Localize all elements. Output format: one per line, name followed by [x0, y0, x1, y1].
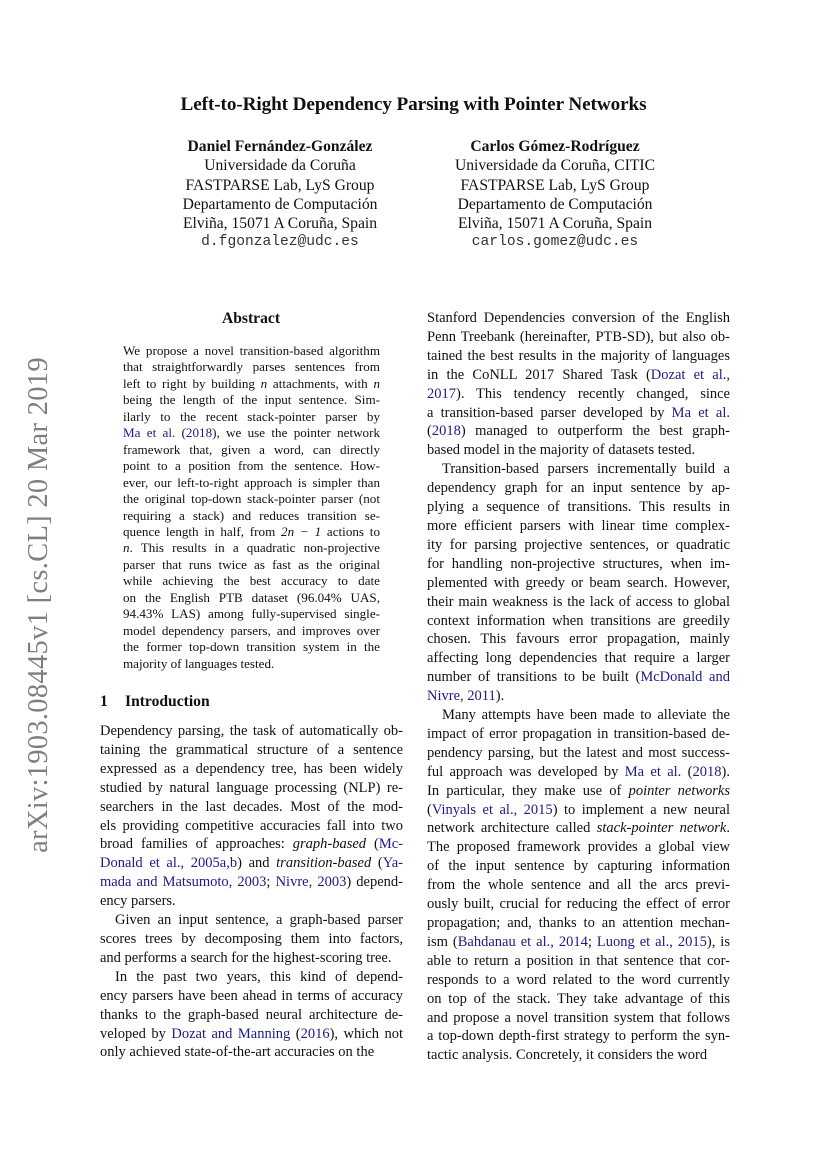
citation-link[interactable]: Nivre, 2011: [427, 688, 496, 705]
text-line: Nivre, 2011).: [427, 688, 505, 705]
text-line: Many attempts have been made to alleviate the: [442, 707, 730, 724]
text-line: able to return a position in that sentence that cor-: [427, 952, 730, 969]
author-affiliation: FASTPARSE Lab, LyS Group: [460, 176, 650, 194]
math-inline: 2n − 1: [281, 523, 322, 539]
citation-link[interactable]: Dozat et al.,: [650, 366, 730, 383]
arxiv-stamp: [14, 357, 64, 853]
text-line: context information when transitions are greedily: [427, 612, 730, 629]
text-line: ity for parsing projective sentences, or quadratic: [427, 536, 730, 553]
emphasized-term: transition-based: [276, 855, 372, 872]
paragraph: [427, 309, 730, 460]
text-line: n. This results in a quadratic non-projective: [123, 540, 380, 556]
text-line: from the whole sentence and all the arcs previ-: [427, 877, 730, 894]
text-line: impact of error propagation in transition-based de-: [427, 725, 730, 742]
text-line: framework that, given a word, can directly: [123, 441, 380, 457]
emphasized-term: pointer networks: [628, 782, 730, 799]
citation-link[interactable]: Vinyals et al., 2015: [431, 801, 553, 818]
text-line: dependency graph for an input sentence by ap-: [427, 480, 730, 497]
text-line: the former top-down transition system in the: [123, 639, 380, 655]
text-line: and performs a search for the highest-scoring tree.: [100, 949, 392, 966]
text-line: propagation; and, thanks to an attention mechan-: [427, 915, 730, 931]
text-line: a top-down depth-first strategy to perform the syn-: [427, 1028, 730, 1045]
paragraph: [427, 460, 730, 706]
text-line: model dependency parsers, and improves over: [123, 622, 380, 638]
text-line: responds to a word related to the word currently: [427, 971, 730, 988]
text-line: only achieved state-of-the-art accuracies on the: [100, 1044, 375, 1061]
paragraph: [100, 968, 403, 1063]
right-column-body: [427, 309, 730, 1065]
text-line: In the past two years, this kind of depend-: [115, 968, 403, 985]
math-inline: n: [260, 375, 268, 391]
citation-link[interactable]: Ya-: [382, 855, 403, 872]
citation-link[interactable]: 2018: [185, 425, 213, 441]
text-line: more efficient parsers with linear time complex-: [427, 517, 730, 534]
text-line: number of transitions to be built (McDonald and: [427, 669, 730, 686]
citation-link[interactable]: 2016: [300, 1025, 330, 1042]
text-line: Donald et al., 2005a,b) and transition-based (Ya-: [100, 855, 403, 872]
text-line: the original top-down stack-pointer parser (not: [123, 491, 380, 507]
emphasized-term: stack-pointer network: [596, 820, 727, 837]
citation-link[interactable]: Ma et al.: [123, 425, 176, 441]
author-affiliation: Elviña, 15071 A Coruña, Spain: [457, 215, 653, 233]
text-line: Penn Treebank (hereinafter, PTB-SD), but also ob-: [427, 328, 730, 345]
author-name: Carlos Gómez-Rodríguez: [470, 138, 640, 155]
text-line: left to right by building n attachments, with n: [123, 375, 380, 391]
text-line: broad families of approaches: graph-based (Mc-: [100, 836, 403, 853]
text-line: plying a sequence of transitions. This results in: [427, 499, 730, 516]
text-line: plemented with greedy or beam search. However,: [427, 574, 730, 591]
text-line: ism (Bahdanau et al., 2014; Luong et al., 2015), is: [427, 933, 730, 950]
text-line: a transition-based parser developed by Ma et al.: [427, 404, 730, 421]
citation-link[interactable]: McDonald and: [640, 669, 730, 686]
text-line: Ma et al. (2018), we use the pointer network: [123, 425, 380, 441]
text-line: taining the grammatical structure of a sentence: [100, 741, 403, 758]
text-line: 94.43% LAS) among fully-supervised single-: [123, 606, 380, 622]
text-line: We propose a novel transition-based algorithm: [123, 343, 380, 358]
citation-link[interactable]: Mc-: [378, 836, 403, 853]
text-line: on top of the stack. They take advantage of this: [427, 990, 730, 1007]
text-line: affecting long dependencies that require a larger: [427, 650, 730, 667]
author-affiliation: Departamento de Computación: [457, 195, 653, 213]
text-line: parser that runs twice as fast as the original: [123, 556, 380, 572]
text-line: their main weakness is the lack of access to global: [427, 593, 730, 610]
text-line: Stanford Dependencies conversion of the English: [427, 310, 730, 326]
text-line: while achieving the best accuracy to date: [123, 573, 380, 589]
text-line: majority of languages tested.: [123, 655, 275, 671]
text-line: and propose a novel transition system that follows: [427, 1009, 730, 1026]
abstract-heading: Abstract: [221, 310, 281, 327]
text-line: thanks to the graph-based neural architecture de-: [100, 1006, 403, 1023]
text-line: ful approach was developed by Ma et al. (2018).: [427, 763, 730, 780]
text-line: based model in the majority of datasets tested.: [427, 442, 696, 459]
author-name: Daniel Fernández-González: [187, 138, 373, 155]
author-affiliation: FASTPARSE Lab, LyS Group: [185, 176, 375, 194]
citation-link[interactable]: 2018: [692, 763, 722, 780]
text-line: tactic analysis. Concretely, it considers the word: [427, 1047, 708, 1064]
section-number: 1: [100, 693, 108, 710]
citation-link[interactable]: Ma et al.: [624, 763, 682, 780]
paper-title: Left-to-Right Dependency Parsing with Pointer Networks: [180, 94, 647, 115]
text-line: that straightforwardly parses sentences from: [123, 359, 380, 375]
text-line: pendency parsing, but the latest and most success-: [427, 744, 730, 761]
text-line: Given an input sentence, a graph-based parser: [115, 912, 403, 929]
section-heading: [100, 693, 210, 711]
paragraph: [100, 911, 403, 968]
text-line: searchers in the last decades. Most of the mod-: [100, 798, 403, 815]
math-inline: n: [373, 375, 380, 391]
text-line: Dependency parsing, the task of automatically ob-: [100, 723, 403, 739]
text-line: studied by natural language processing (NLP) re-: [100, 779, 403, 796]
text-line: for handling non-projective structures, when im-: [427, 555, 730, 572]
text-line: of the input sentence by capturing information: [427, 858, 730, 875]
text-line: quence length in half, from 2n − 1 actions to: [123, 523, 380, 539]
author-affiliation: Universidade da Coruña, CITIC: [454, 157, 656, 175]
author-block-2: [430, 137, 680, 253]
text-line: (2018) managed to outperform the best graph-: [427, 423, 730, 440]
text-line: in the CoNLL 2017 Shared Task (Dozat et al.,: [427, 366, 730, 383]
citation-link[interactable]: Dozat and Manning: [171, 1025, 291, 1042]
text-line: chosen. This favours error propagation, mainly: [427, 631, 730, 648]
text-line: point to a position from the sentence. How-: [123, 458, 380, 474]
text-line: on the English PTB dataset (96.04% UAS,: [123, 589, 380, 605]
text-line: els providing competitive accuracies fall into two: [100, 817, 403, 834]
author-affiliation: Elviña, 15071 A Coruña, Spain: [182, 215, 378, 233]
text-line: 2017). This tendency recently changed, since: [427, 385, 730, 402]
citation-link[interactable]: Donald et al., 2005a,b: [100, 855, 238, 872]
text-line: mada and Matsumoto, 2003; Nivre, 2003) depend-: [100, 874, 404, 891]
abstract-body: [123, 343, 380, 672]
text-line: ency parsers.: [100, 893, 176, 910]
citation-link[interactable]: Bahdanau et al., 2014: [457, 933, 588, 950]
citation-link[interactable]: Luong et al., 2015: [596, 933, 707, 950]
text-line: ever, our left-to-right approach is simpler than: [123, 474, 380, 490]
emphasized-term: graph-based: [292, 836, 367, 853]
text-line: veloped by Dozat and Manning (2016), which not: [100, 1025, 403, 1042]
author-affiliation: Departamento de Computación: [182, 195, 378, 213]
citation-link[interactable]: mada and Matsumoto, 2003: [100, 874, 267, 891]
paragraph: [427, 706, 730, 1065]
text-line: Transition-based parsers incrementally build a: [442, 461, 730, 478]
citation-link[interactable]: 2017: [427, 385, 456, 402]
text-line: ency parsers have been ahead in terms of accuracy: [100, 987, 403, 1004]
citation-link[interactable]: 2018: [431, 423, 461, 440]
text-line: scores trees by decomposing them into factors,: [100, 930, 403, 947]
section-title: Introduction: [125, 693, 210, 710]
text-line: network architecture called stack-pointer network.: [427, 820, 730, 837]
text-line: requiring a stack) and reduces transition se-: [123, 507, 380, 523]
citation-link[interactable]: Ma et al.: [671, 404, 730, 421]
text-line: In particular, they make use of pointer networks: [427, 782, 730, 799]
text-line: being the length of the input sentence. Sim-: [123, 392, 380, 408]
left-column-body: [100, 722, 403, 1062]
arxiv-stamp-text: arXiv:1903.08445v1 [cs.CL] 20 Mar 2019: [23, 357, 54, 853]
text-line: tained the best results in the majority of languages: [427, 347, 730, 364]
math-inline: n: [123, 540, 130, 556]
author-affiliation: Universidade da Coruña: [204, 157, 356, 175]
citation-link[interactable]: Nivre, 2003: [275, 874, 347, 891]
author-email[interactable]: d.fgonzalez@udc.es: [201, 234, 359, 251]
author-email[interactable]: carlos.gomez@udc.es: [471, 234, 639, 251]
text-line: (Vinyals et al., 2015) to implement a new neural: [427, 801, 730, 818]
text-line: expressed as a dependency tree, has been widely: [100, 760, 403, 777]
author-block-1: [158, 137, 402, 253]
paragraph: [100, 722, 403, 911]
text-line: ilarly to the recent stack-pointer parser by: [123, 408, 380, 424]
text-line: ously built, crucial for reducing the effect of error: [427, 896, 730, 913]
text-line: The proposed framework provides a global view: [427, 839, 730, 856]
